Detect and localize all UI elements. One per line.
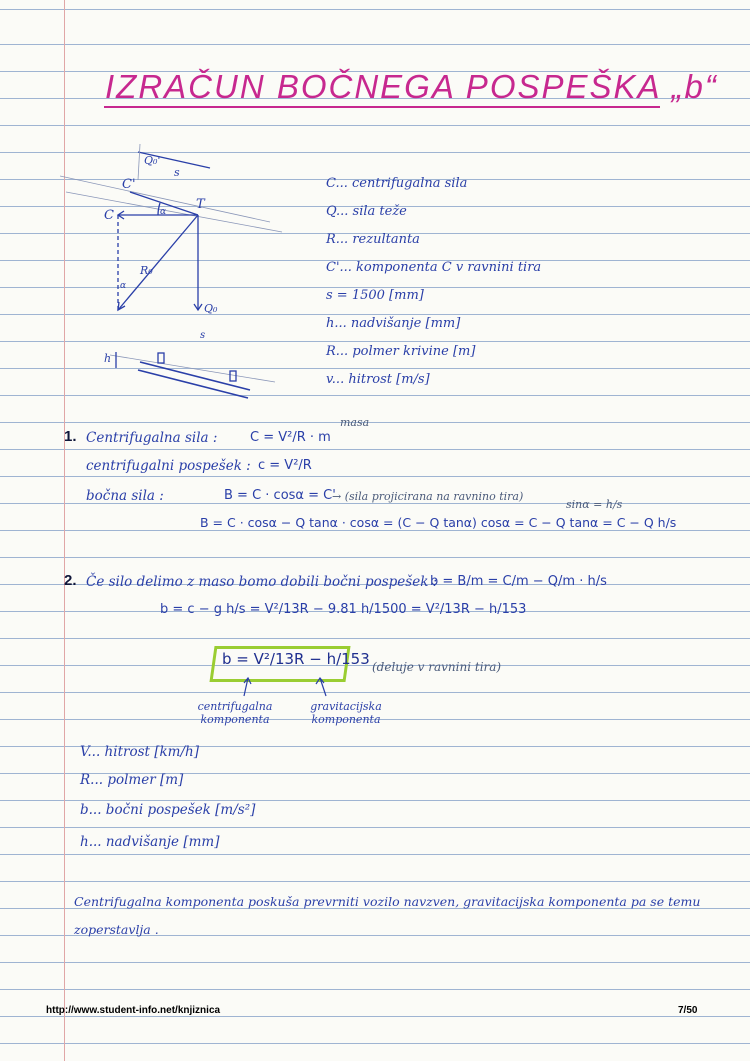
legend-item: C... centrifugalna sila (326, 176, 468, 191)
lateral-force-label: bočna sila : (86, 488, 164, 504)
label-t: T (196, 197, 205, 212)
result-formula: b = V²/13R − h/153 (222, 650, 370, 668)
label-alpha2: α (120, 281, 127, 291)
label-c-prime: C' (122, 177, 136, 192)
track-top-edge (140, 362, 250, 390)
conclusion-line-1: Centrifugalna komponenta poskuša prevrniti vozilo navzven, gravitacijska komponenta pa se temu (74, 894, 701, 909)
unit-item: b... bočni pospešek [m/s²] (80, 802, 256, 818)
rail-line-mid (66, 192, 282, 232)
plane-note: (deluje v ravnini tira) (372, 660, 502, 674)
mass-note: masa (340, 416, 370, 429)
unit-item: V... hitrost [km/h] (80, 744, 199, 760)
lateral-force-derivation: B = C · cosα − Q tanα · cosα = (C − Q tanα) cosα = C − Q tanα = C − Q h/s (200, 515, 677, 530)
title-underline (104, 106, 660, 108)
label-s: s (174, 166, 180, 179)
label-r0: R₀ (140, 264, 153, 277)
unit-item: R... polmer [m] (80, 772, 184, 788)
unit-item: h... nadvišanje [mm] (80, 834, 220, 850)
projection-note: → (sila projicirana na ravnino tira) (332, 490, 524, 503)
conclusion-line-2: zoperstavlja . (74, 922, 159, 937)
legend-item: Q... sila teže (326, 204, 407, 219)
label-q0: Q₀ (204, 302, 218, 315)
centrifugal-component-label: centrifugalna komponenta (197, 700, 273, 726)
gravity-component-label: gravitacijska komponenta (310, 700, 382, 726)
centrifugal-acceleration-formula: c = V²/R (258, 458, 312, 473)
rail-left (158, 353, 164, 363)
lateral-force-formula: B = C · cosα = C' (224, 488, 336, 503)
page-number: 7/50 (678, 1005, 698, 1016)
footer-url[interactable]: http://www.student-info.net/knjiznica (46, 1005, 221, 1016)
acceleration-formula-2: b = c − g h/s = V²/13R − 9.81 h/1500 = V²/13R − h/153 (160, 602, 527, 617)
vector-r0 (118, 215, 198, 310)
sine-note: sinα = h/s (566, 498, 623, 511)
q0-guide-line (138, 144, 140, 180)
legend-item: C'... komponenta C v ravnini tira (326, 260, 542, 275)
label-q0-top: Q₀' (144, 154, 161, 167)
centrifugal-force-label: Centrifugalna sila : (86, 430, 218, 446)
track-bottom-edge (138, 370, 248, 398)
centrifugal-acceleration-label: centrifugalni pospešek : (86, 458, 251, 474)
rail-right (230, 371, 236, 381)
section-2-text: Če silo delimo z maso bomo dobili bočni pospešek : (86, 574, 438, 590)
page-title: IZRAČUN BOČNEGA POSPEŠKA „b“ (105, 68, 718, 105)
legend-item: s = 1500 [mm] (326, 288, 424, 303)
legend-item: h... nadvišanje [mm] (326, 316, 461, 331)
force-diagram (60, 140, 290, 400)
centrifugal-force-formula: C = V²/R · m (250, 430, 331, 445)
acceleration-formula-1: b = B/m = C/m − Q/m · h/s (430, 574, 607, 589)
label-c: C (104, 208, 114, 223)
legend-item: v... hitrost [m/s] (326, 372, 430, 387)
arrow-gravity (320, 678, 326, 696)
component-arrows (230, 674, 340, 698)
label-s2: s (200, 330, 206, 341)
label-alpha: α (160, 207, 167, 217)
label-h: h (104, 352, 112, 365)
arrow-gravity-head (316, 678, 324, 684)
section-number: 1. (64, 428, 77, 445)
track-guide (110, 355, 275, 382)
legend-item: R... polmer krivine [m] (326, 344, 476, 359)
section-number: 2. (64, 572, 77, 589)
legend-item: R... rezultanta (326, 232, 420, 247)
